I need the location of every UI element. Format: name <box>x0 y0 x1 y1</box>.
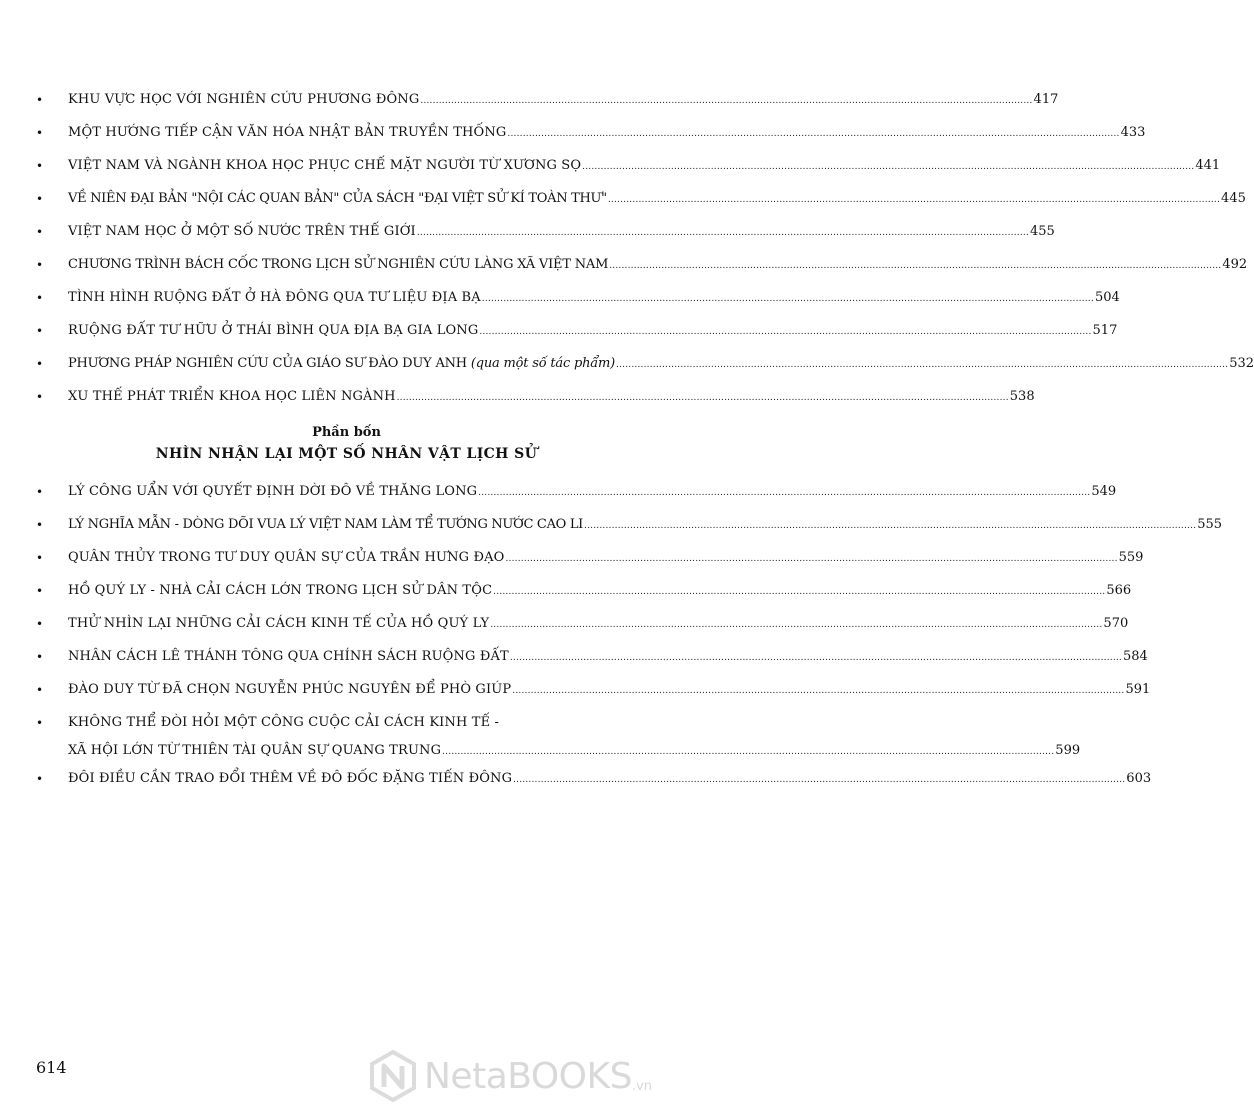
toc-entry <box>36 583 1132 617</box>
toc-entry-title: MỘT HƯỚNG TIẾP CẬN VĂN HÓA NHẬT BẢN TRUYỀN THỐNG <box>68 125 507 140</box>
toc-entry-page: 532 <box>1229 356 1254 371</box>
bullet: • <box>36 225 44 239</box>
toc-entry-title: XU THẾ PHÁT TRIỂN KHOA HỌC LIÊN NGÀNH <box>68 389 396 404</box>
toc-entry-title: NHÂN CÁCH LÊ THÁNH TÔNG QUA CHÍNH SÁCH RUỘNG ĐẤT <box>68 649 509 664</box>
toc-entry <box>36 389 1035 423</box>
bullet: • <box>36 357 44 371</box>
dot-leader: ........................................................................................................................................................................................................ <box>493 587 1106 597</box>
dot-leader: ........................................................................................................................................................................................................ <box>584 521 1197 531</box>
part-label: Phần bốn <box>312 425 381 440</box>
bullet: • <box>36 551 44 565</box>
toc-entry-page: 603 <box>1126 771 1152 786</box>
toc-entry-title: THỬ NHÌN LẠI NHỮNG CẢI CÁCH KINH TẾ CỦA HỒ QUÝ LY <box>68 616 490 631</box>
bullet: • <box>36 772 44 786</box>
watermark-logo <box>366 1048 686 1104</box>
toc-entry-title: VIỆT NAM HỌC Ở MỘT SỐ NƯỚC TRÊN THẾ GIỚI <box>68 224 416 239</box>
dot-leader: ........................................................................................................................................................................................................ <box>490 620 1103 630</box>
toc-entry-page: 441 <box>1195 158 1221 173</box>
bullet: • <box>36 584 44 598</box>
bullet: • <box>36 159 44 173</box>
toc-entry-title-note: (qua một số tác phẩm) <box>470 356 616 371</box>
watermark-tld: .vn <box>631 1079 653 1094</box>
toc-entry-title: TÌNH HÌNH RUỘNG ĐẤT Ở HÀ ĐÔNG QUA TƯ LIỆU ĐỊA BẠ <box>68 290 481 305</box>
bullet: • <box>36 716 44 730</box>
toc-entry <box>36 290 1120 324</box>
toc-entry-page: 549 <box>1091 484 1117 499</box>
bullet: • <box>36 617 44 631</box>
toc-entry <box>36 517 1223 551</box>
part-title: NHÌN NHẬN LẠI MỘT SỐ NHÂN VẬT LỊCH SỬ <box>155 446 538 462</box>
toc-entry <box>36 92 1059 126</box>
toc-entry-title: CHƯƠNG TRÌNH BÁCH CỐC TRONG LỊCH SỬ NGHIÊN CỨU LÀNG XÃ VIỆT NAM <box>68 257 609 272</box>
toc-entry-title: VIỆT NAM VÀ NGÀNH KHOA HỌC PHỤC CHẾ MẶT NGƯỜI TỪ XƯƠNG SỌ <box>68 158 582 173</box>
bullet: • <box>36 192 44 206</box>
dot-leader: ........................................................................................................................................................................................................ <box>481 294 1094 304</box>
toc-entry-title: LÝ NGHĨA MẪN - DÒNG DÕI VUA LÝ VIỆT NAM LÀM TỂ TƯỚNG NƯỚC CAO LI <box>68 517 584 532</box>
dot-leader: ........................................................................................................................................................................................................ <box>507 129 1120 139</box>
bullet: • <box>36 258 44 272</box>
toc-entry <box>36 649 1148 683</box>
toc-entry-title: XÃ HỘI LỚN TỪ THIÊN TÀI QUÂN SỰ QUANG TRUNG <box>68 743 442 758</box>
bullet: • <box>36 291 44 305</box>
toc-entry-page: 445 <box>1221 191 1246 206</box>
toc-entry-title: VỀ NIÊN ĐẠI BẢN "NỘI CÁC QUAN BẢN" CỦA SÁCH "ĐẠI VIỆT SỬ KÍ TOÀN THƯ" <box>68 191 607 206</box>
toc-entry <box>36 158 1221 192</box>
bullet: • <box>36 485 44 499</box>
toc-entry-page: 599 <box>1055 743 1081 758</box>
toc-entry-title <box>68 356 615 372</box>
toc-entry-title: LÝ CÔNG UẨN VỚI QUYẾT ĐỊNH DỜI ĐÔ VỀ THĂNG LONG <box>68 484 478 499</box>
dot-leader: ........................................................................................................................................................................................................ <box>616 360 1229 370</box>
dot-leader: ........................................................................................................................................................................................................ <box>416 228 1029 238</box>
toc-entry-page: 504 <box>1094 290 1120 305</box>
dot-leader: ........................................................................................................................................................................................................ <box>478 488 1091 498</box>
toc-entry <box>36 715 1081 775</box>
dot-leader: ........................................................................................................................................................................................................ <box>442 747 1055 757</box>
toc-entry-page: 417 <box>1033 92 1059 107</box>
toc-entry-page: 555 <box>1197 517 1223 532</box>
dot-leader: ........................................................................................................................................................................................................ <box>513 775 1126 785</box>
toc-entry <box>36 682 1151 716</box>
toc-entry-page: 559 <box>1118 550 1144 565</box>
toc-entry-page: 566 <box>1106 583 1132 598</box>
bullet: • <box>36 683 44 697</box>
dot-leader: ........................................................................................................................................................................................................ <box>582 162 1195 172</box>
netabooks-logo-icon <box>366 1049 420 1103</box>
dot-leader: ........................................................................................................................................................................................................ <box>505 554 1118 564</box>
toc-entry-page: 455 <box>1030 224 1055 239</box>
page-number: 614 <box>36 1058 67 1077</box>
toc-entry <box>36 550 1144 584</box>
watermark-brand: NetaBOOKS <box>424 1055 632 1097</box>
dot-leader: ........................................................................................................................................................................................................ <box>509 653 1122 663</box>
bullet: • <box>36 390 44 404</box>
toc-entry <box>36 356 1254 390</box>
toc-entry-page: 584 <box>1123 649 1148 664</box>
toc-entry <box>36 191 1246 225</box>
bullet: • <box>36 93 44 107</box>
toc-entry-page: 517 <box>1092 323 1118 338</box>
toc-entry-page: 492 <box>1222 257 1248 272</box>
dot-leader: ........................................................................................................................................................................................................ <box>607 195 1221 205</box>
bullet: • <box>36 518 44 532</box>
toc-entry-page: 570 <box>1103 616 1129 631</box>
toc-entry-title: KHU VỰC HỌC VỚI NGHIÊN CỨU PHƯƠNG ĐÔNG <box>68 92 420 107</box>
toc-entry <box>36 257 1248 291</box>
toc-entry-title: RUỘNG ĐẤT TƯ HỮU Ở THÁI BÌNH QUA ĐỊA BẠ GIA LONG <box>68 323 479 338</box>
toc-entry-title: ĐÔI ĐIỀU CẦN TRAO ĐỔI THÊM VỀ ĐÔ ĐỐC ĐẶNG TIẾN ĐÔNG <box>68 771 513 786</box>
bullet: • <box>36 126 44 140</box>
toc-entry <box>36 771 1152 805</box>
toc-entry <box>36 484 1117 518</box>
toc-entry <box>36 616 1129 650</box>
toc-entry-title: HỒ QUÝ LY - NHÀ CẢI CÁCH LỚN TRONG LỊCH SỬ DÂN TỘC <box>68 583 493 598</box>
bullet: • <box>36 650 44 664</box>
toc-entry-title: ĐÀO DUY TỪ ĐÃ CHỌN NGUYỄN PHÚC NGUYÊN ĐỂ PHÒ GIÚP <box>68 682 512 697</box>
bullet: • <box>36 324 44 338</box>
toc-entry <box>36 125 1146 159</box>
toc-entry-page: 433 <box>1120 125 1146 140</box>
dot-leader: ........................................................................................................................................................................................................ <box>512 686 1125 696</box>
toc-entry-page: 538 <box>1009 389 1035 404</box>
toc-entry-title-line1: KHÔNG THỂ ĐÒI HỎI MỘT CÔNG CUỘC CẢI CÁCH KINH TẾ - <box>68 715 500 730</box>
toc-entry-page: 591 <box>1125 682 1151 697</box>
toc-entry <box>36 224 1055 258</box>
toc-entry-title: QUÂN THỦY TRONG TƯ DUY QUÂN SỰ CỦA TRẦN HƯNG ĐẠO <box>68 550 505 565</box>
dot-leader: ........................................................................................................................................................................................................ <box>609 261 1222 271</box>
toc-entry-title-main: PHƯƠNG PHÁP NGHIÊN CỨU CỦA GIÁO SƯ ĐÀO DUY ANH <box>68 356 471 371</box>
dot-leader: ........................................................................................................................................................................................................ <box>396 393 1009 403</box>
toc-entry <box>36 323 1118 357</box>
dot-leader: ........................................................................................................................................................................................................ <box>420 96 1033 106</box>
dot-leader: ........................................................................................................................................................................................................ <box>479 327 1092 337</box>
